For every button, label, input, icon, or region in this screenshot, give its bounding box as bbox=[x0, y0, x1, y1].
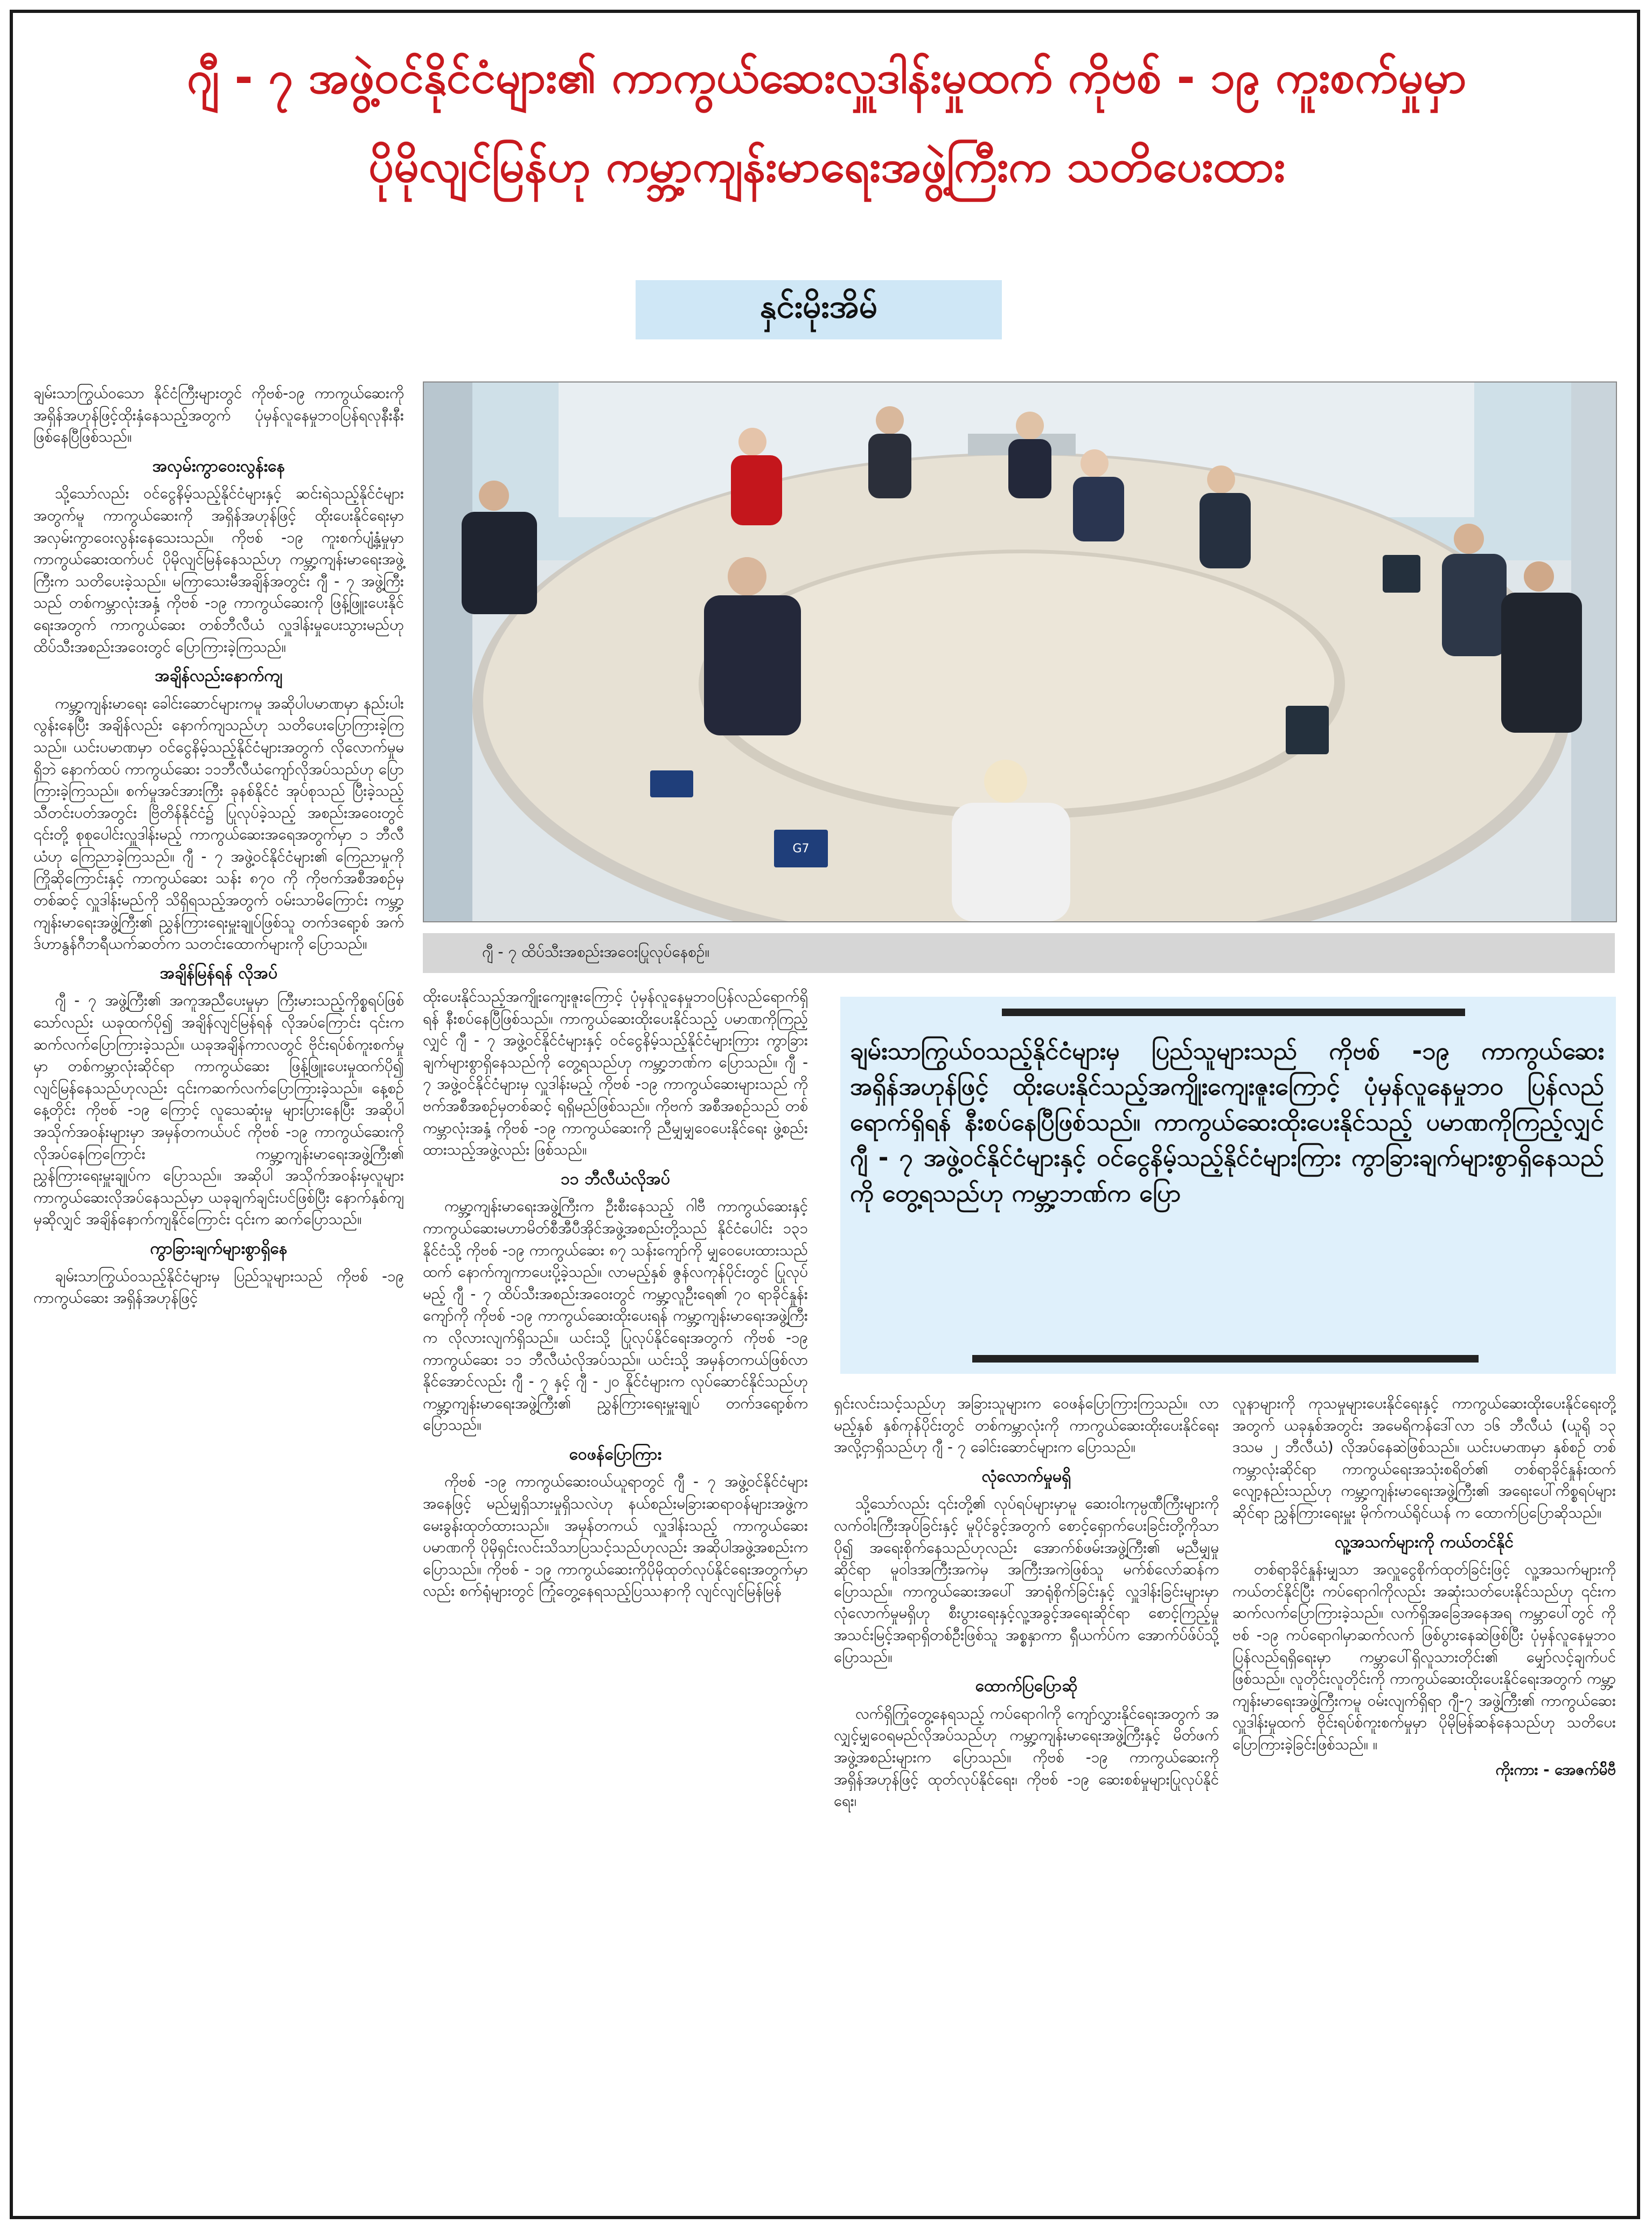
col1-subheading: အချိန်မြန်ရန် လိုအပ် bbox=[159, 963, 278, 983]
column-1 bbox=[33, 383, 404, 1311]
col4-subheading: လူ့အသက်များကို ကယ်တင်နိုင် bbox=[1334, 1532, 1514, 1552]
col1-subheading: ကွာခြားချက်များစွာရှိနေ bbox=[150, 1239, 288, 1258]
col1-paragraph: ချမ်းသာကြွယ်ဝသည့်နိုင်ငံများမှ ပြည်သူများသည် ကိုဗစ် -၁၉ ကာကွယ်ဆေး အရှိန်အဟုန်ဖြင့် bbox=[33, 1267, 404, 1307]
col3-paragraph: သို့သော်လည်း ၎င်းတို့၏ လုပ်ရပ်များမှာမူ ဆေးဝါးကုမ္ပဏီကြီးများကို လက်ဝါးကြီးအုပ်ခြင်းနှင့် မူပိုင်ခွင့်အတွက် စောင့်ရှောက်ပေးခြင်းတို့ကိုသာ ပို၍ အရေးစိုက်နေသည်ဟုလည်း အောက်စ်ဖမ်းအဖွဲ့ကြီး၏ မညီမျှမှုဆိုင်ရာ မူဝါဒအကြီးအကဲမှ အကြီးအကဲဖြစ်သူ မက်စ်လော်ဆန်က ပြောသည်။ ကာကွယ်ဆေးအပေါ် အာရုံစိုက်ခြင်းနှင့် လှူဒါန်းခြင်းများမှာ လုံလောက်မှုမရှိဟု စီးပွားရေးနှင့်လူ့အခွင့်အရေးဆိုင်ရာ စောင့်ကြည့်မှု အသင်းမြင့်အရာရှိတစ်ဦးဖြစ်သူ အစ္စနှာကာ ရှီယက်ပ်က အောက်ပ်ဖ်ပ်သို့ ပြောသည်။ bbox=[834, 1495, 1219, 1666]
col1-subheading: အလှမ်းကွာဝေးလွန်းနေ bbox=[152, 456, 285, 476]
source-credit: ကိုးကား - အေဇက်မ်ိဗီ bbox=[1495, 1761, 1616, 1778]
pull-quote-top-rule bbox=[1002, 1009, 1465, 1016]
col2-subheading: ၁၁ ဘီလီယံလိုအပ် bbox=[560, 1169, 671, 1189]
col2-paragraph: ထိုးပေးနိုင်သည့်အကျိုးကျေးဇူးကြောင့် ပုံမှန်လူနေမှုဘဝပြန်လည်ရောက်ရှိရန် နီးစပ်နေပြီဖြစ်သည်။ ကာကွယ်ဆေးထိုးပေးနိုင်သည့် ပမာဏကိုကြည့်လျှင် ဂျီ - ၇ အဖွဲ့ဝင်နိုင်ငံများနှင့် ဝင်ငွေနိမ့်သည့်နိုင်ငံများကြား ကွာခြားချက်များစွာရှိနေသည်ကို တွေ့ရသည်ဟု ကမ္ဘာ့ဘဏ်က ပြောသည်။ ဂျီ - ၇ အဖွဲ့ဝင်နိုင်ငံများမှ လှူဒါန်းမည့် ကိုဗစ် -၁၉ ကာကွယ်ဆေးများသည် ကိုဗက်အစီအစဉ်မှတစ်ဆင့် ရရှိမည်ဖြစ်သည်။ ကိုဗက် အစီအစဉ်သည် တစ်ကမ္ဘာလုံးအနှံ့ ကိုဗစ် -၁၉ ကာကွယ်ဆေးကို ညီမျှမျှဝေပေးနိုင်ရေး ဖွဲ့စည်းထားသည့်အဖွဲ့လည်း ဖြစ်သည်။ bbox=[423, 988, 808, 1159]
col2-paragraph: ကမ္ဘာ့ကျန်းမာရေးအဖွဲ့ကြီးက ဦးစီးနေသည့် ဂါဗီ ကာကွယ်ဆေးနှင့် ကာကွယ်ဆေးမဟာမိတ်စီအီပီအိုင်အဖွဲ့အစည်းတို့သည် နိုင်ငံပေါင်း ၁၃၁ နိုင်ငံသို့ ကိုဗစ် -၁၉ ကာကွယ်ဆေး ၈၇ သန်းကျော်ကို မျှဝေပေးထားသည်ထက် နောက်ကျကာပေးပို့ခဲ့သည်။ လာမည့်နှစ် ဇွန်လကုန်ပိုင်းတွင် ပြုလုပ်မည့် ဂျီ - ၇ ထိပ်သီးအစည်းအဝေးတွင် ကမ္ဘာ့လူဦးရေ၏ ၇၀ ရာခိုင်နှုန်းကျော်ကို ကိုဗစ် -၁၉ ကာကွယ်ဆေးထိုးပေးရန် ကမ္ဘာ့ကျန်းမာရေးအဖွဲ့ကြီးက လိုလားလျက်ရှိသည်။ ယင်းသို့ ပြုလုပ်နိုင်ရေးအတွက် ကိုဗစ် -၁၉ ကာကွယ်ဆေး ၁၁ ဘီလီယံလိုအပ်သည်။ ယင်းသို့ အမှန်တကယ်ဖြစ်လာနိုင်အောင်လည်း ဂျီ - ၇ နှင့် ဂျီ - ၂၀ နိုင်ငံများက လုပ်ဆောင်နိုင်သည်ဟု ကမ္ဘာ့ကျန်းမာရေးအဖွဲ့ကြီး၏ ညွှန်ကြားရေးမှူးချုပ် တက်ဒရော့စ်က ပြောသည်။ bbox=[423, 1198, 808, 1434]
g7-nameplate: G7 bbox=[792, 842, 810, 856]
col1-paragraph: ချမ်းသာကြွယ်ဝသော နိုင်ငံကြီးများတွင် ကိုဗစ်-၁၉ ကာကွယ်ဆေးကို အရှိန်အဟုန်ဖြင့်ထိုးနှံနေသည့်အတွက် ပုံမှန်လူနေမှုဘဝပြန်ရလုနီးနီး ဖြစ်နေပြီဖြစ်သည်။ bbox=[33, 385, 404, 446]
col1-paragraph: သို့သော်လည်း ဝင်ငွေနိမ့်သည့်နိုင်ငံများနှင့် ဆင်းရဲသည့်နိုင်ငံများအတွက်မူ ကာကွယ်ဆေးကို အရှိန်အဟုန်ဖြင့် ထိုးပေးနိုင်ရေးမှာ အလှမ်းကွာဝေးလွန်းနေသေးသည်။ ကိုဗစ် -၁၉ ကူးစက်ပျံ့နှံ့မှုမှာ ကာကွယ်ဆေးထက်ပင် ပိုမိုလျင်မြန်နေသည်ဟု ကမ္ဘာ့ကျန်းမာရေးအဖွဲ့ကြီးက သတိပေးခဲ့သည်။ မကြာသေးမီအချိန်အတွင်း ဂျီ - ၇ အဖွဲ့ကြီးသည် တစ်ကမ္ဘာလုံးအနှံ့ ကိုဗစ် -၁၉ ကာကွယ်ဆေးကို ဖြန့်ဖြူးပေးနိုင်ရေးအတွက် ကာကွယ်ဆေး တစ်ဘီလီယံ လှူဒါန်းမှုပေးသွားမည်ဟု ထိပ်သီးအစည်းအဝေးတွင် ပြောကြားခဲ့ကြသည်။ bbox=[33, 485, 404, 656]
column-4 bbox=[1232, 1393, 1616, 1781]
headline-line-1: ဂျီ - ၇ အဖွဲ့ဝင်နိုင်ငံများ၏ ကာကွယ်ဆေးလှူဒါန်းမှုထက် ကိုဗစ် - ၁၉ ကူးစက်မှုမှာ bbox=[187, 52, 1467, 103]
pull-quote-bottom-rule bbox=[972, 1355, 1479, 1363]
column-3 bbox=[834, 1393, 1219, 1815]
col4-paragraph: လူနာများကို ကုသမှုများပေးနိုင်ရေးနှင့် ကာကွယ်ဆေးထိုးပေးနိုင်ရေးတို့အတွက် ယခုနှစ်အတွင်း အမေရိကန်ဒေါ်လာ ၁၆ ဘီလီယံ (ယူရို ၁၃ ဒသမ ၂ ဘီလီယံ) လိုအပ်နေဆဲဖြစ်သည်။ ယင်းပမာဏမှာ နှစ်စဉ် တစ်ကမ္ဘာလုံးဆိုင်ရာ ကာကွယ်ရေးအသုံးစရိတ်၏ တစ်ရာခိုင်နှုန်းထက် လျော့နည်းသည်ဟု ကမ္ဘာ့ကျန်းမာရေးအဖွဲ့ကြီး၏ အရေးပေါ်ကိစ္စရပ်များဆိုင်ရာ ညွှန်ကြားရေးမှူး မိုက်ကယ်ရိုင်ယန် က ထောက်ပြပြောဆိုသည်။ bbox=[1232, 1395, 1616, 1521]
photo-caption: ဂျီ - ၇ ထိပ်သီးအစည်းအဝေးပြုလုပ်နေစဉ်။ bbox=[423, 933, 1615, 973]
pull-quote-text: ချမ်းသာကြွယ်ဝသည့်နိုင်ငံများမှ ပြည်သူများသည် ကိုဗစ် -၁၉ ကာကွယ်ဆေး အရှိန်အဟုန်ဖြင့် ထိုးပေးနိုင်သည့်အကျိုးကျေးဇူးကြောင့် ပုံမှန်လူနေမှုဘဝ ပြန်လည်ရောက်ရှိရန် နီးစပ်နေပြီဖြစ်သည်။ ကာကွယ်ဆေးထိုးပေးနိုင်သည့် ပမာဏကိုကြည့်လျှင် ဂျီ - ၇ အဖွဲ့ဝင်နိုင်ငံများနှင့် ဝင်ငွေနိမ့်သည့်နိုင်ငံများကြား ကွာခြားချက်များစွာရှိနေသည်ကို တွေ့ရသည်ဟု ကမ္ဘာ့ဘဏ်က ပြော bbox=[850, 1037, 1604, 1207]
col1-paragraph: ဂျီ - ၇ အဖွဲ့ကြီး၏ အကူအညီပေးမှုမှာ ကြီးမားသည့်ကိုစ္စရပ်ဖြစ်သော်လည်း ယခုထက်ပို၍ အချိန်လျင်မြန်ရန် လိုအပ်ကြောင်း ၎င်းက ဆက်လက်ပြောကြားခဲ့သည်။ ယခုအချိန်ကာလတွင် ဗိုင်းရပ်စ်ကူးစက်မှုမှာ တစ်ကမ္ဘာလုံးဆိုင်ရာ ကာကွယ်ဆေး ဖြန့်ဖြူးပေးမှုထက်ပို၍ လျင်မြန်နေသည်ဟုလည်း ၎င်းကဆက်လက်ပြောကြားခဲ့သည်။ နေ့စဉ်နေ့တိုင်း ကိုဗစ် -၁၉ ကြောင့် လူသေဆုံးမှု များပြားနေပြီး အဆိုပါအသိုက်အဝန်းများမှာ အမှန်တကယ်ပင် ကိုဗစ် -၁၉ ကာကွယ်ဆေးကို လိုအပ်နေကြကြောင်း ကမ္ဘာ့ကျန်းမာရေးအဖွဲ့ကြီး၏ ညွှန်ကြားရေးမှူးချုပ်က ပြောသည်။ အဆိုပါ အသိုက်အဝန်းမှလူများ ကာကွယ်ဆေးလိုအပ်နေသည်မှာ ယခုချက်ချင်းပင်ဖြစ်ပြီး နောက်နှစ်ကျမှဆိုလျှင် အချိန်နောက်ကျနိုင်ကြောင်း ၎င်းက ဆက်ပြောသည်။ bbox=[33, 992, 404, 1228]
col4-paragraph: တစ်ရာခိုင်နှုန်းမျှသာ အလှူငွေစိုက်ထုတ်ခြင်းဖြင့် လူ့အသက်များကို ကယ်တင်နိုင်ပြီး ကပ်ရောဂါကိုလည်း အဆုံးသတ်ပေးနိုင်သည်ဟု ၎င်းကဆက်လက်ပြောကြားခဲ့သည်။ လက်ရှိအခြေအနေအရ ကမ္ဘာပေါ်တွင် ကိုဗစ် -၁၉ ကပ်ရောဂါမှာဆက်လက် ဖြစ်ပွားနေဆဲဖြစ်ပြီး ပုံမှန်လူနေမှုဘဝပြန်လည်ရရှိရေးမှာ ကမ္ဘာပေါ်ရှိလူသားတိုင်း၏ မျှော်လင့်ချက်ပင်ဖြစ်သည်။ လူတိုင်းလူတိုင်းကို ကာကွယ်ဆေးထိုးပေးနိုင်ရေးအတွက် ကမ္ဘာ့ကျန်းမာရေးအဖွဲ့ကြီးကမူ ဝမ်းလျက်ရှိရာ ဂျီ-၇ အဖွဲ့ကြီး၏ ကာကွယ်ဆေးလှူဒါန်းမှုထက် ဗိုင်းရပ်စ်ကူးစက်မှုမှာ ပိုမိုမြန်ဆန်နေသည်ဟု သတိပေးပြောကြားခဲ့ခြင်းဖြစ်သည်။ ။ bbox=[1232, 1561, 1616, 1753]
col3-paragraph: လက်ရှိကြုံတွေ့နေရသည့် ကပ်ရောဂါကို ကျော်လွှားနိုင်ရေးအတွက် အလျှင့်မျှဝေရမည်လိုအပ်သည်ဟု ကမ္ဘာ့ကျန်းမာရေးအဖွဲ့ကြီးနှင့် မိတ်ဖက်အဖွဲ့အစည်းများက ပြောသည်။ ကိုဗစ် -၁၉ ကာကွယ်ဆေးကို အရှိန်အဟုန်ဖြင့် ထုတ်လုပ်နိုင်ရေး၊ ကိုဗစ် -၁၉ ဆေးစစ်မှုများပြုလုပ်နိုင်ရေး၊ bbox=[834, 1705, 1219, 1810]
col2-subheading: ဝေဖန်ပြောကြား bbox=[569, 1444, 662, 1464]
col1-paragraph: ကမ္ဘာ့ကျန်းမာရေး ခေါင်းဆောင်များကမူ အဆိုပါပမာဏမှာ နည်းပါးလွန်းနေပြီး အချိန်လည်း နောက်ကျသည်ဟု သတိပေးပြောကြားခဲ့ကြသည်။ ယင်းပမာဏမှာ ဝင်ငွေနိမ့်သည့်နိုင်ငံများအတွက် လိုလောက်မှုမရှိဘဲ နောက်ထပ် ကာကွယ်ဆေး ၁၁ဘီလီယံကျော်လိုအပ်သည်ဟု ပြောကြားခဲ့ကြသည်။ စက်မှုအင်အားကြီး ခုနစ်နိုင်ငံ အုပ်စုသည် ပြီးခဲ့သည့်သီတင်းပတ်အတွင်း ဗြိတိန်နိုင်ငံ၌ ပြုလုပ်ခဲ့သည့် အစည်းအဝေးတွင် ၎င်းတို့ စုစုပေါင်းလှူဒါန်းမည့် ကာကွယ်ဆေးအရေအတွက်မှာ ၁ ဘီလီယံဟု ကြေညာခဲ့ကြသည်။ ဂျီ - ၇ အဖွဲ့ဝင်နိုင်ငံများ၏ ကြေညာမှုကို ကြိုဆိုကြောင်းနှင့် ကာကွယ်ဆေး သန်း ၈၇၀ ကို ကိုဗက်အစီအစဉ်မှတစ်ဆင့် လှူဒါန်းမည်ကို သိရှိရသည့်အတွက် ဝမ်းသာမိကြောင်း ကမ္ဘာ့ကျန်းမာရေးအဖွဲ့ကြီး၏ ညွှန်ကြားရေးမှူးချုပ်ဖြစ်သူ တက်ဒရော့စ် အက်ဒ်ဟာနွန်ဂီဘရီယက်ဆတ်က သတင်းထောက်များကို ပြောသည်။ bbox=[33, 694, 404, 953]
col1-subheading: အချိန်လည်းနောက်ကျ bbox=[155, 666, 283, 686]
column-2 bbox=[423, 986, 808, 1604]
pull-quote-box bbox=[840, 997, 1616, 1374]
col3-subheading: လုံလောက်မှုမရှိ bbox=[981, 1467, 1071, 1486]
g7-summit-photo bbox=[423, 381, 1617, 922]
byline: နှင်းမိုးအိမ် bbox=[636, 280, 1002, 339]
col3-paragraph: ရှင်းလင်းသင့်သည်ဟု အခြားသူများက ဝေဖန်ပြောကြားကြသည်။ လာမည့်နှစ် နှစ်ကုန်ပိုင်းတွင် တစ်ကမ္ဘာလုံးကို ကာကွယ်ဆေးထိုးပေးနိုင်ရေး အလို့ငှာရှိသည်ဟု ဂျီ - ၇ ခေါင်းဆောင်များက ပြောသည်။ bbox=[834, 1395, 1219, 1456]
col2-paragraph: ကိုဗစ် -၁၉ ကာကွယ်ဆေးဝယ်ယူရာတွင် ဂျီ - ၇ အဖွဲ့ဝင်နိုင်ငံများအနေဖြင့် မည်မျှရှိသားမှုရှိသလဲဟု နယ်စည်းမခြားဆရာဝန်များအဖွဲ့က မေးခွန်းထုတ်ထားသည်။ အမှန်တကယ် လှူဒါန်းသည့် ကာကွယ်ဆေးပမာဏကို ပိုမိုရှင်းလင်းသိသာပြသင့်သည်ဟုလည်း အဆိုပါအဖွဲ့အစည်းက ပြောသည်။ ကိုဗစ် - ၁၉ ကာကွယ်ဆေးကိုပိုမိုထုတ်လုပ်နိုင်ရေးအတွက်မှာလည်း စက်ရုံများတွင် ကြုံတွေ့နေရသည့်ပြဿနာကို လျင်လျင်မြန်မြန် bbox=[423, 1473, 808, 1600]
col3-subheading: ထောက်ပြပြောဆို bbox=[975, 1677, 1078, 1696]
g7-summit-illustration bbox=[424, 383, 1616, 921]
headline-line-2: ပိုမိုလျင်မြန်ဟု ကမ္ဘာ့ကျန်းမာရေးအဖွဲ့ကြီးက သတိပေးထား bbox=[368, 141, 1285, 192]
